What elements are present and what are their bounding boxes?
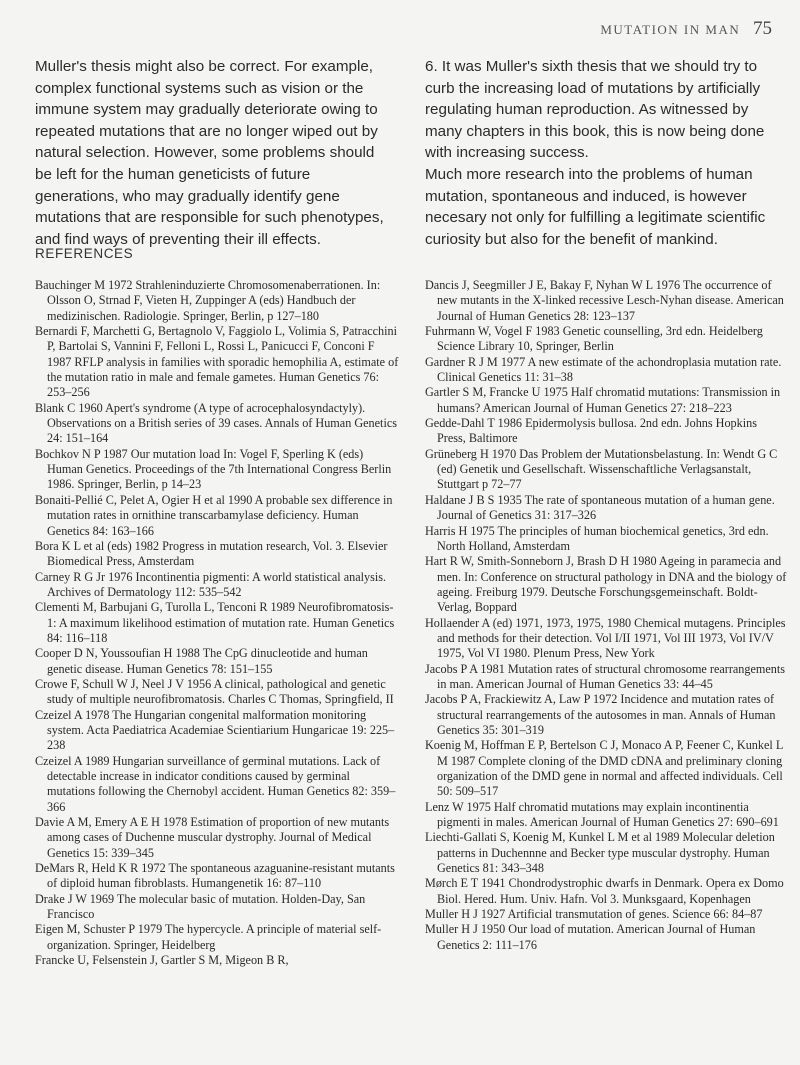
left-column-text xyxy=(35,56,387,250)
reference-entry: Czeizel A 1989 Hungarian surveillance of germinal mutations. Lack of detectable increase in indicator conditions caused by germinal mutations following the Chernobyl accident. Human Genetics 82: 359–366 xyxy=(35,753,396,814)
reference-entry: Eigen M, Schuster P 1979 The hypercycle. A principle of material self-organization. Springer, Heidelberg xyxy=(35,922,382,952)
reference-entry: Francke U, Felsenstein J, Gartler S M, Migeon B R, xyxy=(35,953,289,968)
reference-entry: Dancis J, Seegmiller J E, Bakay F, Nyhan W L 1976 The occurrence of new mutants in the X-linked recessive Lesch-Nyhan disease. American Journal of Human Genetics 28: 123–137 xyxy=(425,278,784,323)
body-paragraph: 6. It was Muller's sixth thesis that we should try to curb the increasing load of mutations by artificially regulating human reproduction. As witnessed by many chapters in this book, this is now being done with increasing success. xyxy=(425,58,765,162)
reference-entry: Blank C 1960 Apert's syndrome (A type of acrocephalosyndactyly). Observations on a British series of 39 cases. Annals of Human Genetics 24: 151–164 xyxy=(35,400,397,446)
body-paragraph: Much more research into the problems of human mutation, spontaneous and induced, is however necesary not only for fulfilling a legitimate scientific curiosity but also for the benefit of mankind. xyxy=(425,165,766,248)
reference-entry: Mørch E T 1941 Chondrodystrophic dwarfs in Denmark. Opera ex Domo Biol. Hered. Hum. Univ. Hafn. Vol 3. Munksgaard, Kopenhagen xyxy=(425,876,784,906)
references-left-column xyxy=(35,278,400,968)
reference-entry: Bauchinger M 1972 Strahleninduzierte Chromosomenaberrationen. In: Olsson O, Strnad F, Vieten H, Zuppinger A (eds) Handbuch der medizinischen. Radiologie. Springer, Berlin, p 127–180 xyxy=(35,278,381,323)
reference-entry: Cooper D N, Youssoufian H 1988 The CpG dinucleotide and human genetic disease. Human Genetics 78: 151–155 xyxy=(35,646,368,676)
reference-entry: Haldane J B S 1935 The rate of spontaneous mutation of a human gene. Journal of Genetics 31: 317–326 xyxy=(425,492,775,523)
reference-entry: Jacobs P A 1981 Mutation rates of structural chromosome rearrangements in man. American Journal of Human Genetics 33: 44–45 xyxy=(425,661,786,691)
reference-entry: Harris H 1975 The principles of human biochemical genetics, 3rd edn. North Holland, Amsterdam xyxy=(425,523,769,553)
reference-entry: Gardner R J M 1977 A new estimate of the achondroplasia mutation rate. Clinical Genetics 11: 31–38 xyxy=(425,354,782,385)
reference-entry: Koenig M, Hoffman E P, Bertelson C J, Monaco A P, Feener C, Kunkel L M 1987 Complete cloning of the DMD cDNA and preliminary cloning organization of the DMD gene in normal and affected individuals. Cell 50: 509–517 xyxy=(425,738,783,799)
reference-entry: Clementi M, Barbujani G, Turolla L, Tenconi R 1989 Neurofibromatosis-1: A maximum likelihood estimation of mutation rate. Human Genetics 84: 116–118 xyxy=(35,600,395,645)
reference-entry: Gartler S M, Francke U 1975 Half chromatid mutations: Transmission in humans? American Journal of Human Genetics 27: 218–223 xyxy=(425,385,781,415)
reference-entry: Lenz W 1975 Half chromatid mutations may explain incontinentia pigmenti in males. American Journal of Human Genetics 27: 690–691 xyxy=(425,799,779,830)
reference-entry: Bonaiti-Pellié C, Pelet A, Ogier H et al 1990 A probable sex difference in mutation rates in ornithine transcarbamylase deficiency. Human Genetics 84: 163–166 xyxy=(35,492,393,538)
references-heading: REFERENCES xyxy=(35,246,134,261)
running-header xyxy=(600,18,772,40)
reference-entry: Muller H J 1927 Artificial transmutation of genes. Science 66: 84–87 xyxy=(425,907,763,922)
reference-entry: Muller H J 1950 Our load of mutation. American Journal of Human Genetics 2: 111–176 xyxy=(425,922,756,952)
reference-entry: Bora K L et al (eds) 1982 Progress in mutation research, Vol. 3. Elsevier Biomedical Press, Amsterdam xyxy=(35,538,388,569)
reference-entry: Bochkov N P 1987 Our mutation load In: Vogel F, Sperling K (eds) Human Genetics. Proceedings of the 7th International Congress Berlin 1986. Springer, Berlin, p 14–23 xyxy=(35,446,392,492)
page-number: 75 xyxy=(753,18,772,39)
reference-entry: Czeizel A 1978 The Hungarian congenital malformation monitoring system. Acta Paediatrica Academiae Scientiarium Hungaricae 19: 225–238 xyxy=(35,707,395,753)
right-column-text xyxy=(425,56,777,250)
reference-entry: Hart R W, Smith-Sonneborn J, Brash D H 1980 Ageing in paramecia and men. In: Conference on structural pathology in DNA and the biology of ageing. Freiburg 1979. Deutsche Forschungsgemeinschaft. Boldt-Verlag, Boppard xyxy=(425,554,787,615)
reference-entry: Gedde-Dahl T 1986 Epidermolysis bullosa. 2nd edn. Johns Hopkins Press, Baltimore xyxy=(425,416,757,446)
reference-entry: Davie A M, Emery A E H 1978 Estimation of proportion of new mutants among cases of Duchenne muscular dystrophy. Journal of Medical Genetics 15: 339–345 xyxy=(35,815,390,860)
references-right-column xyxy=(425,278,787,953)
reference-entry: Hollaender A (ed) 1971, 1973, 1975, 1980 Chemical mutagens. Principles and methods for their detection. Vol I/II 1971, Vol III 1973, Vol IV/V 1975, Vol VI 1980. Plenum Press, New York xyxy=(425,615,786,661)
reference-entry: Crowe F, Schull W J, Neel J V 1956 A clinical, pathological and genetic study of multiple neurofibromatosis. Charles C Thomas, Springfield, II xyxy=(35,676,394,707)
reference-entry: Liechti-Gallati S, Koenig M, Kunkel L M et al 1989 Molecular deletion patterns in Duchennne and Becker type muscular dystrophy. Human Genetics 81: 343–348 xyxy=(425,830,775,876)
running-title: MUTATION IN MAN xyxy=(600,22,741,37)
reference-entry: DeMars R, Held K R 1972 The spontaneous azaguanine-resistant mutants of diploid human fibroblasts. Humangenetik 16: 87–110 xyxy=(35,861,395,891)
reference-entry: Grüneberg H 1970 Das Problem der Mutationsbelastung. In: Wendt G C (ed) Genetik und Gesellschaft. Wissenschaftliche Verlagsanstalt, Stuttgart p 72–77 xyxy=(425,446,778,492)
reference-entry: Bernardi F, Marchetti G, Bertagnolo V, Faggiolo L, Volimia S, Patracchini P, Bartolai S, Vannini F, Felloni L, Rossi L, Panicucci F, Conconi F 1987 RFLP analysis in families with sporadic hemophilia A, estimate of the mutation ratio in male and female gametes. Human Genetics 76: 253–256 xyxy=(35,324,399,400)
reference-entry: Jacobs P A, Frackiewitz A, Law P 1972 Incidence and mutation rates of structural rearrangements of the autosomes in man. Annals of Human Genetics 35: 301–319 xyxy=(425,692,776,737)
reference-entry: Fuhrmann W, Vogel F 1983 Genetic counselling, 3rd edn. Heidelberg Science Library 10, Springer, Berlin xyxy=(425,324,763,354)
body-paragraph: Muller's thesis might also be correct. For example, complex functional systems such as vision or the immune system may gradually deteriorate owing to repeated mutations that are no longer wiped out by natural selection. However, some problems should be left for the human geneticists of future generations, who may gradually identify gene mutations that are responsible for such phenotypes, and find ways of preventing their ill effects. xyxy=(35,58,384,248)
reference-entry: Drake J W 1969 The molecular basic of mutation. Holden-Day, San Francisco xyxy=(35,891,366,922)
reference-entry: Carney R G Jr 1976 Incontinentia pigmenti: A world statistical analysis. Archives of Dermatology 112: 535–542 xyxy=(35,569,387,599)
